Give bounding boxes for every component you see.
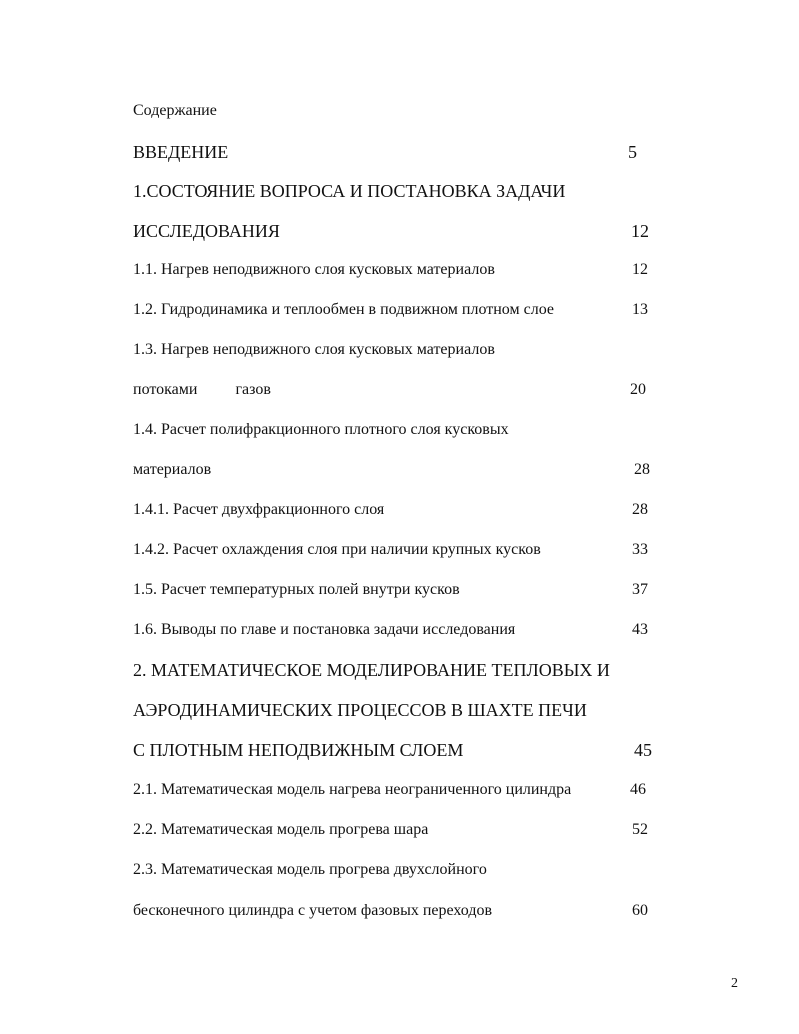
toc-entry-text: 1.4.2. Расчет охлаждения слоя при наличии крупных кусков (133, 541, 541, 558)
toc-entry-text: бесконечного цилиндра с учетом фазовых переходов (133, 902, 493, 919)
toc-entry-text: 1.4.1. Расчет двухфракционного слоя (133, 501, 385, 518)
toc-entry-page: 5 (628, 142, 637, 162)
page-number: 2 (731, 976, 738, 991)
toc-entry-text: 1.2. Гидродинамика и теплообмен в подвижном плотном слое (133, 301, 554, 318)
toc-entry-text-part: газов (235, 381, 271, 398)
toc-entry-page: 20 (630, 381, 646, 398)
toc-entry-page: 13 (632, 301, 648, 318)
toc-entry-text (133, 382, 271, 398)
toc-entry-text: 1.1. Нагрев неподвижного слоя кусковых материалов (133, 261, 495, 278)
toc-entry-page: 45 (634, 740, 652, 760)
toc-entry-text: АЭРОДИНАМИЧЕСКИХ ПРОЦЕССОВ В ШАХТЕ ПЕЧИ (133, 700, 587, 720)
toc-entry-text: материалов (133, 461, 212, 478)
toc-entry-page: 12 (632, 261, 648, 278)
toc-entry-page: 28 (632, 501, 648, 518)
toc-entry-text: 2.2. Математическая модель прогрева шара (133, 821, 429, 838)
toc-entry-page: 43 (632, 621, 648, 638)
toc-entry-text: 2.1. Математическая модель нагрева неограниченного цилиндра (133, 781, 572, 798)
toc-entry-text: 2.3. Математическая модель прогрева двухслойного (133, 861, 487, 878)
toc-heading: Содержание (133, 102, 217, 119)
toc-entry-page: 28 (634, 461, 650, 478)
toc-entry-text: 1.3. Нагрев неподвижного слоя кусковых материалов (133, 341, 495, 358)
toc-entry-text: 2. МАТЕМАТИЧЕСКОЕ МОДЕЛИРОВАНИЕ ТЕПЛОВЫХ И (133, 660, 610, 680)
toc-entry-page: 60 (632, 902, 648, 919)
toc-entry-text: ИССЛЕДОВАНИЯ (133, 221, 280, 241)
toc-entry-page: 52 (632, 821, 648, 838)
toc-entry-text: 1.СОСТОЯНИЕ ВОПРОСА И ПОСТАНОВКА ЗАДАЧИ (133, 181, 566, 201)
toc-entry-page: 37 (632, 581, 648, 598)
toc-entry-text-part: потоками (133, 381, 198, 398)
toc-entry-page: 46 (630, 781, 646, 798)
toc-entry-page: 12 (631, 221, 649, 241)
toc-entry-text: 1.6. Выводы по главе и постановка задачи исследования (133, 621, 516, 638)
toc-entry-text: 1.4. Расчет полифракционного плотного слоя кусковых (133, 421, 509, 438)
toc-entry-text: С ПЛОТНЫМ НЕПОДВИЖНЫМ СЛОЕМ (133, 740, 464, 760)
toc-entry-text: ВВЕДЕНИЕ (133, 142, 229, 162)
toc-entry-text: 1.5. Расчет температурных полей внутри кусков (133, 581, 460, 598)
toc-entry-page: 33 (632, 541, 648, 558)
